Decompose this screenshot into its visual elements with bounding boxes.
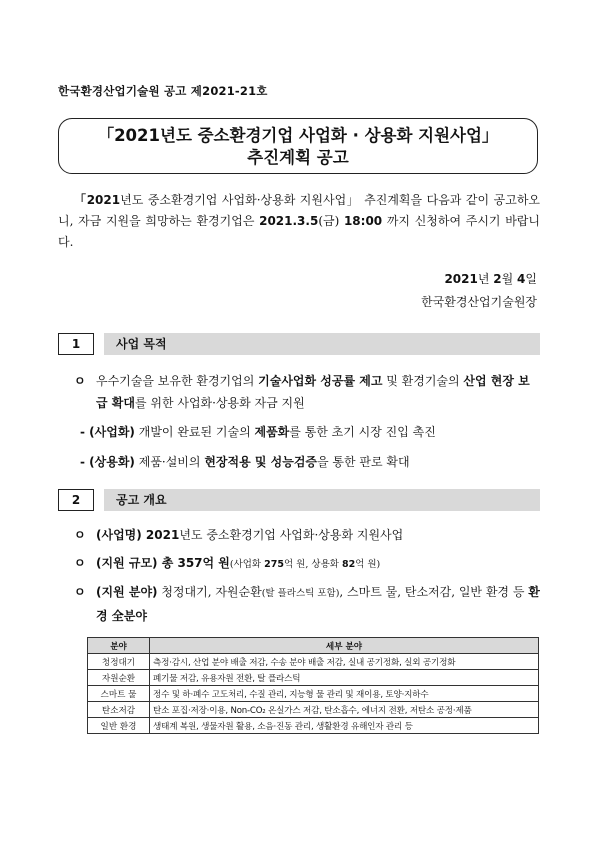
table-cell-detail: 측정·감시, 산업 분야 배출 저감, 수송 분야 배출 저감, 실내 공기정화, 실외 공기정화 <box>150 654 539 670</box>
sub2-text-b: 을 통한 판로 확대 <box>317 455 410 469</box>
table-header-row <box>88 638 539 654</box>
title-box <box>58 118 538 174</box>
table-cell-detail: 폐기물 저감, 유용자원 전환, 탈 플라스틱 <box>150 670 539 686</box>
bullet-circle-icon: ㅇ <box>74 556 86 570</box>
scale-commercial-amount: 275 <box>264 559 284 570</box>
table-row <box>88 686 539 702</box>
table-row <box>88 702 539 718</box>
intro-text-3: 까지 신청하여 주시기 바랍니다. <box>58 214 540 249</box>
section-1-number: 1 <box>58 333 94 355</box>
table-row <box>88 718 539 734</box>
section-1-bullet <box>74 370 540 414</box>
table-row <box>88 654 539 670</box>
support-fields-table <box>87 637 539 734</box>
table-cell-field: 자원순환 <box>88 670 150 686</box>
table-cell-detail: 탄소 포집·저장·이용, Non-CO₂ 온실가스 저감, 탄소흡수, 에너지 전환, 저탄소 공정·제품 <box>150 702 539 718</box>
sub-label-commercialization: - (사업화) <box>80 425 135 439</box>
s1-bullet-bold-2: 산업 현장 보급 확대 <box>96 374 530 410</box>
table-header-field: 분야 <box>88 638 150 654</box>
intro-paragraph <box>58 190 540 253</box>
issuer: 한국환경산업기술원장 <box>421 295 537 309</box>
table-cell-field: 청정대기 <box>88 654 150 670</box>
section-2-bullet-scale <box>74 552 540 576</box>
support-scale-label: (지원 규모) <box>96 556 158 570</box>
intro-text-1: 년도 중소환경기업 사업화·상용화 지원사업」 추진계획을 다음과 같이 공고하오니, 자금 지원을 희망하는 환경기업은 <box>58 193 541 228</box>
fields-bold: 환경 全분야 <box>96 585 540 623</box>
scale-breakdown-b: 억 원, 상용화 <box>283 559 342 570</box>
table-header-detail: 세부 분야 <box>150 638 539 654</box>
support-fields-label: (지원 분야) <box>96 585 158 599</box>
scale-breakdown-a: (사업화 <box>229 559 265 570</box>
table-cell-field: 일반 환경 <box>88 718 150 734</box>
table-cell-field: 스마트 물 <box>88 686 150 702</box>
date-month-suffix: 월 <box>501 272 518 286</box>
intro-time: 18:00 <box>343 214 383 228</box>
date-year-suffix: 년 <box>477 272 494 286</box>
section-2-number: 2 <box>58 489 94 511</box>
scale-product-amount: 82 <box>341 559 356 570</box>
scale-breakdown-c: 억 원) <box>355 559 381 570</box>
section-2-bullet-name <box>74 524 540 546</box>
sub-label-product: - (상용화) <box>80 455 135 469</box>
section-1-sub-commercialization <box>80 421 540 443</box>
document-number: 한국환경산업기술원 공고 제2021-21호 <box>58 84 268 98</box>
title-line-1: 「2021년도 중소환경기업 사업화 · 상용화 지원사업」 <box>97 126 499 145</box>
section-2-header <box>58 489 540 511</box>
intro-deadline: 2021.3.5 <box>259 214 319 228</box>
fields-text-a: 청정대기, 자원순환 <box>157 585 262 599</box>
date-month: 2 <box>493 272 502 286</box>
intro-bold-year: 「2021 <box>74 193 121 207</box>
s1-bullet-text-a: 우수기술을 보유한 환경기업의 <box>96 374 259 388</box>
bullet-circle-icon: ㅇ <box>74 528 86 542</box>
section-2-heading: 공고 개요 <box>104 489 540 511</box>
sub1-text-a: 개발이 완료된 기술의 <box>134 425 255 439</box>
table-cell-field: 탄소저감 <box>88 702 150 718</box>
sub1-text-b: 를 통한 초기 시장 진입 촉진 <box>289 425 436 439</box>
date-day: 4 <box>517 272 526 286</box>
sub1-bold: 제품화 <box>254 425 290 439</box>
section-1-heading: 사업 목적 <box>104 333 540 355</box>
support-scale-total: 총 357억 원 <box>157 556 230 570</box>
sub2-bold: 현장적용 및 성능검증 <box>204 455 317 469</box>
program-name: 년도 중소환경기업 사업화·상용화 지원사업 <box>179 528 404 542</box>
program-name-label: (사업명) <box>96 528 142 542</box>
bullet-circle-icon: ㅇ <box>74 585 86 599</box>
fields-text-b: , 스마트 물, 탄소저감, 일반 환경 등 <box>339 585 529 599</box>
s1-bullet-text-b: 및 환경기술의 <box>382 374 464 388</box>
section-1-header <box>58 333 540 355</box>
s1-bullet-text-c: 를 위한 사업화·상용화 자금 지원 <box>134 396 305 410</box>
sub2-text-a: 제품·설비의 <box>134 455 205 469</box>
section-2-bullet-fields <box>74 581 540 627</box>
table-cell-detail: 생태계 복원, 생물자원 활용, 소음·진동 관리, 생활환경 유해인자 관리 등 <box>150 718 539 734</box>
intro-text-2: (금) <box>318 214 344 228</box>
program-year: 2021 <box>141 528 180 542</box>
date-day-suffix: 일 <box>525 272 537 286</box>
bullet-circle-icon: ㅇ <box>74 374 86 388</box>
date-year: 2021 <box>444 272 478 286</box>
announcement-date <box>444 270 537 287</box>
support-scale-breakdown <box>230 559 380 570</box>
title-line-2: 추진계획 공고 <box>247 148 349 167</box>
table-row <box>88 670 539 686</box>
table-cell-detail: 정수 및 하·폐수 고도처리, 수질 관리, 지능형 물 관리 및 재이용, 토양·지하수 <box>150 686 539 702</box>
section-1-sub-product <box>80 451 540 473</box>
fields-small-note: (탈 플라스틱 포함) <box>261 588 340 599</box>
s1-bullet-bold-1: 기술사업화 성공률 제고 <box>258 374 383 388</box>
